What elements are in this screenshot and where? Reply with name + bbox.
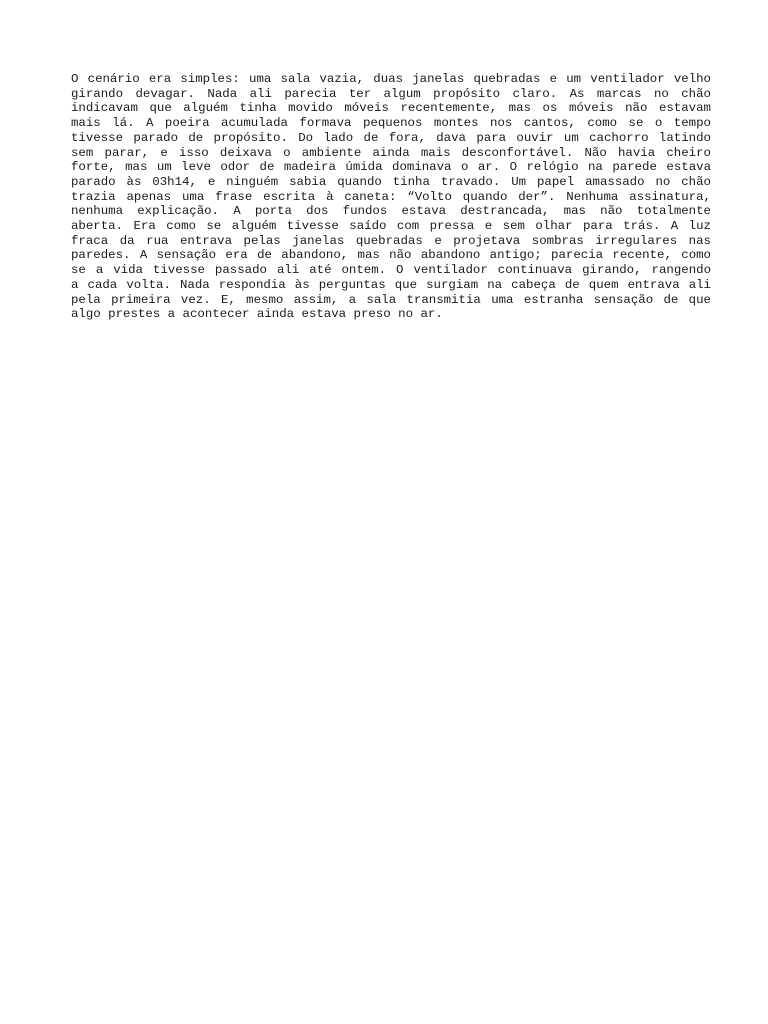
- paragraph-line: indicavam que alguém tinha movido móveis recentemente, mas os móveis não estavam: [71, 101, 711, 116]
- paragraph-line: se a vida tivesse passado ali até ontem. O ventilador continuava girando, rangendo: [71, 263, 711, 278]
- paragraph-line: mais lá. A poeira acumulada formava pequenos montes nos cantos, como se o tempo: [71, 116, 711, 131]
- paragraph-line-last: algo prestes a acontecer ainda estava preso no ar.: [71, 307, 443, 322]
- paragraph-line: trazia apenas uma frase escrita à caneta: “Volto quando der”. Nenhuma assinatura,: [71, 189, 711, 204]
- paragraph-line: tivesse parado de propósito. Do lado de fora, dava para ouvir um cachorro latindo: [71, 130, 711, 145]
- paragraph-line: a cada volta. Nada respondia às perguntas que surgiam na cabeça de quem entrava ali: [71, 277, 711, 292]
- paragraph-line: parado às 03h14, e ninguém sabia quando tinha travado. Um papel amassado no chão: [71, 174, 711, 189]
- paragraph-line: sem parar, e isso deixava o ambiente ainda mais desconfortável. Não havia cheiro: [71, 145, 711, 160]
- paragraph: [71, 72, 711, 322]
- paragraph-line: nenhuma explicação. A porta dos fundos estava destrancada, mas não totalmente: [71, 204, 711, 219]
- paragraph-line: fraca da rua entrava pelas janelas quebradas e projetava sombras irregulares nas: [71, 233, 711, 248]
- paragraph-line: forte, mas um leve odor de madeira úmida dominava o ar. O relógio na parede estava: [71, 160, 711, 175]
- paragraph-line: aberta. Era como se alguém tivesse saído com pressa e sem olhar para trás. A luz: [71, 219, 711, 234]
- paragraph-line: pela primeira vez. E, mesmo assim, a sala transmitia uma estranha sensação de que: [71, 292, 711, 307]
- paragraph-line: paredes. A sensação era de abandono, mas não abandono antigo; parecia recente, como: [71, 248, 711, 263]
- paragraph-line: girando devagar. Nada ali parecia ter algum propósito claro. As marcas no chão: [71, 86, 711, 101]
- paragraph-line: O cenário era simples: uma sala vazia, duas janelas quebradas e um ventilador velho: [71, 72, 711, 86]
